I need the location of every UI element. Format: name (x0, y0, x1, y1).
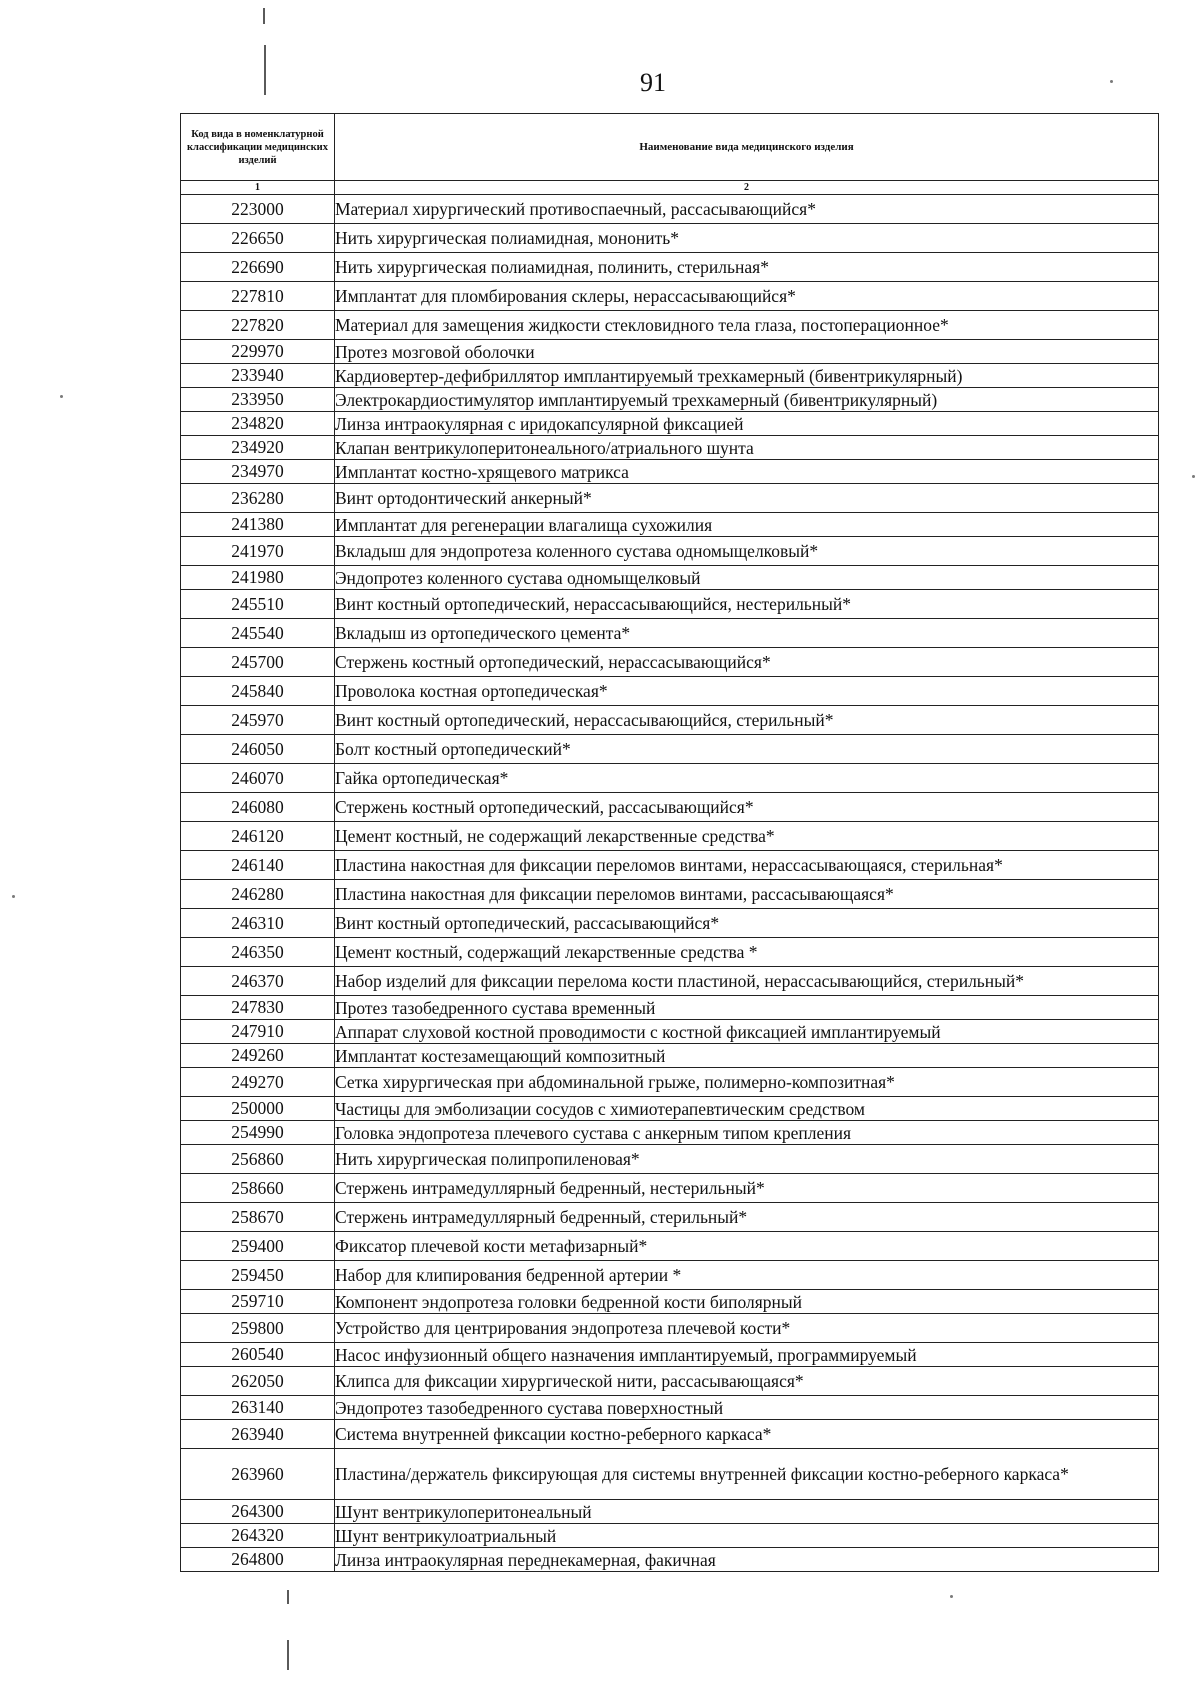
device-code-cell: 227810 (181, 282, 335, 311)
device-code-cell: 246080 (181, 793, 335, 822)
device-code-cell: 259400 (181, 1232, 335, 1261)
table-row (181, 648, 1159, 677)
page-number: 91 (640, 68, 666, 97)
device-code-cell: 245540 (181, 619, 335, 648)
device-name-cell: Болт костный ортопедический* (335, 735, 1159, 764)
table-row (181, 566, 1159, 590)
device-code-cell: 249260 (181, 1044, 335, 1068)
device-code-cell: 246310 (181, 909, 335, 938)
table-row (181, 1343, 1159, 1367)
device-name-cell: Устройство для центрирования эндопротеза плечевой кости* (335, 1314, 1159, 1343)
device-name-cell: Нить хирургическая полиамидная, полинить, стерильная* (335, 253, 1159, 282)
device-name-cell: Имплантат костезамещающий композитный (335, 1044, 1159, 1068)
device-code-cell: 260540 (181, 1343, 335, 1367)
device-code-cell: 245700 (181, 648, 335, 677)
device-code-cell: 233950 (181, 388, 335, 412)
device-code-cell: 246070 (181, 764, 335, 793)
table-row (181, 764, 1159, 793)
device-name-cell: Вкладыш для эндопротеза коленного сустава одномыщелковый* (335, 537, 1159, 566)
device-name-cell: Частицы для эмболизации сосудов с химиотерапевтическим средством (335, 1097, 1159, 1121)
table-row (181, 388, 1159, 412)
device-name-cell: Клипса для фиксации хирургической нити, рассасывающаяся* (335, 1367, 1159, 1396)
table-row (181, 1044, 1159, 1068)
device-name-cell: Аппарат слуховой костной проводимости с костной фиксацией имплантируемый (335, 1020, 1159, 1044)
device-code-cell: 258660 (181, 1174, 335, 1203)
scan-artifact-line (287, 1590, 289, 1604)
table-row (181, 706, 1159, 735)
device-code-cell: 246140 (181, 851, 335, 880)
scan-artifact-dot (1110, 80, 1113, 83)
table-row (181, 1261, 1159, 1290)
device-name-cell: Имплантат для пломбирования склеры, нерассасывающийся* (335, 282, 1159, 311)
device-name-cell: Имплантат костно-хрящевого матрикса (335, 460, 1159, 484)
table-row (181, 1121, 1159, 1145)
column-header-name: Наименование вида медицинского изделия (335, 114, 1159, 181)
device-code-cell: 233940 (181, 364, 335, 388)
table-row (181, 311, 1159, 340)
scan-artifact-line (264, 45, 266, 95)
table-row (181, 1203, 1159, 1232)
device-name-cell: Пластина накостная для фиксации переломов винтами, нерассасывающаяся, стерильная* (335, 851, 1159, 880)
device-code-cell: 234920 (181, 436, 335, 460)
table-row (181, 1524, 1159, 1548)
device-code-cell: 241980 (181, 566, 335, 590)
table-row (181, 619, 1159, 648)
device-code-cell: 263140 (181, 1396, 335, 1420)
table-row (181, 1367, 1159, 1396)
table-row (181, 880, 1159, 909)
device-code-cell: 259800 (181, 1314, 335, 1343)
scan-artifact-dot (950, 1595, 953, 1598)
table-row (181, 412, 1159, 436)
device-name-cell: Компонент эндопротеза головки бедренной кости биполярный (335, 1290, 1159, 1314)
device-name-cell: Стержень интрамедуллярный бедренный, стерильный* (335, 1203, 1159, 1232)
table-row (181, 590, 1159, 619)
device-code-cell: 263960 (181, 1449, 335, 1500)
device-code-cell: 246370 (181, 967, 335, 996)
device-code-cell: 256860 (181, 1145, 335, 1174)
device-code-cell: 259450 (181, 1261, 335, 1290)
device-code-cell: 245510 (181, 590, 335, 619)
table-row (181, 1068, 1159, 1097)
device-name-cell: Стержень интрамедуллярный бедренный, нестерильный* (335, 1174, 1159, 1203)
table-row (181, 967, 1159, 996)
table-row (181, 1145, 1159, 1174)
scan-artifact-line (263, 8, 265, 24)
device-name-cell: Пластина/держатель фиксирующая для системы внутренней фиксации костно-реберного каркаса* (335, 1449, 1159, 1500)
table-row (181, 1020, 1159, 1044)
table-row (181, 1449, 1159, 1500)
device-name-cell: Винт ортодонтический анкерный* (335, 484, 1159, 513)
device-name-cell: Электрокардиостимулятор имплантируемый трехкамерный (бивентрикулярный) (335, 388, 1159, 412)
device-code-cell: 247910 (181, 1020, 335, 1044)
column-number-name: 2 (335, 181, 1159, 195)
scan-artifact-dot (60, 395, 63, 398)
device-name-cell: Линза интраокулярная переднекамерная, факичная (335, 1548, 1159, 1572)
device-code-cell: 241380 (181, 513, 335, 537)
table-row (181, 1500, 1159, 1524)
device-name-cell: Эндопротез коленного сустава одномыщелковый (335, 566, 1159, 590)
table-row (181, 460, 1159, 484)
device-name-cell: Материал для замещения жидкости стекловидного тела глаза, постоперационное* (335, 311, 1159, 340)
table-row (181, 822, 1159, 851)
scan-artifact-line (287, 1640, 289, 1670)
table-row (181, 938, 1159, 967)
device-name-cell: Протез тазобедренного сустава временный (335, 996, 1159, 1020)
table-row (181, 1290, 1159, 1314)
table-row (181, 282, 1159, 311)
device-name-cell: Нить хирургическая полипропиленовая* (335, 1145, 1159, 1174)
table-row (181, 436, 1159, 460)
device-name-cell: Кардиовертер-дефибриллятор имплантируемый трехкамерный (бивентрикулярный) (335, 364, 1159, 388)
device-name-cell: Имплантат для регенерации влагалища сухожилия (335, 513, 1159, 537)
table-row (181, 1548, 1159, 1572)
table-row (181, 996, 1159, 1020)
table-row (181, 195, 1159, 224)
device-code-cell: 264300 (181, 1500, 335, 1524)
device-code-cell: 246350 (181, 938, 335, 967)
device-code-cell: 263940 (181, 1420, 335, 1449)
device-code-cell: 262050 (181, 1367, 335, 1396)
table-row (181, 1314, 1159, 1343)
device-name-cell: Система внутренней фиксации костно-реберного каркаса* (335, 1420, 1159, 1449)
column-header-code: Код вида в номенклатурной классификации медицинских изделий (181, 114, 335, 181)
device-code-cell: 234820 (181, 412, 335, 436)
medical-device-table (180, 113, 1159, 1572)
device-name-cell: Фиксатор плечевой кости метафизарный* (335, 1232, 1159, 1261)
device-code-cell: 241970 (181, 537, 335, 566)
device-code-cell: 250000 (181, 1097, 335, 1121)
device-name-cell: Винт костный ортопедический, рассасывающийся* (335, 909, 1159, 938)
device-name-cell: Винт костный ортопедический, нерассасывающийся, нестерильный* (335, 590, 1159, 619)
device-code-cell: 229970 (181, 340, 335, 364)
device-name-cell: Набор изделий для фиксации перелома кости пластиной, нерассасывающийся, стерильный* (335, 967, 1159, 996)
device-code-cell: 254990 (181, 1121, 335, 1145)
device-name-cell: Эндопротез тазобедренного сустава поверхностный (335, 1396, 1159, 1420)
table-header-row (181, 114, 1159, 181)
device-name-cell: Винт костный ортопедический, нерассасывающийся, стерильный* (335, 706, 1159, 735)
device-code-cell: 223000 (181, 195, 335, 224)
device-code-cell: 264800 (181, 1548, 335, 1572)
device-code-cell: 226690 (181, 253, 335, 282)
table-row (181, 1232, 1159, 1261)
device-name-cell: Шунт вентрикулоатриальный (335, 1524, 1159, 1548)
table-row (181, 340, 1159, 364)
device-name-cell: Стержень костный ортопедический, рассасывающийся* (335, 793, 1159, 822)
table-row (181, 513, 1159, 537)
device-code-cell: 259710 (181, 1290, 335, 1314)
device-name-cell: Цемент костный, содержащий лекарственные средства * (335, 938, 1159, 967)
device-code-cell: 245840 (181, 677, 335, 706)
device-code-cell: 245970 (181, 706, 335, 735)
table-column-number-row (181, 181, 1159, 195)
device-code-cell: 246280 (181, 880, 335, 909)
device-code-cell: 264320 (181, 1524, 335, 1548)
table-row (181, 1420, 1159, 1449)
device-name-cell: Шунт вентрикулоперитонеальный (335, 1500, 1159, 1524)
table-row (181, 253, 1159, 282)
table-row (181, 1097, 1159, 1121)
table-row (181, 224, 1159, 253)
device-code-cell: 226650 (181, 224, 335, 253)
device-name-cell: Проволока костная ортопедическая* (335, 677, 1159, 706)
device-name-cell: Материал хирургический противоспаечный, рассасывающийся* (335, 195, 1159, 224)
table-row (181, 677, 1159, 706)
device-name-cell: Клапан вентрикулоперитонеального/атриального шунта (335, 436, 1159, 460)
device-name-cell: Протез мозговой оболочки (335, 340, 1159, 364)
device-name-cell: Вкладыш из ортопедического цемента* (335, 619, 1159, 648)
table-row (181, 793, 1159, 822)
table-row (181, 364, 1159, 388)
device-name-cell: Цемент костный, не содержащий лекарственные средства* (335, 822, 1159, 851)
device-name-cell: Линза интраокулярная с иридокапсулярной фиксацией (335, 412, 1159, 436)
scan-artifact-dot (1192, 475, 1195, 478)
table-row (181, 1174, 1159, 1203)
scan-artifact-dot (12, 895, 15, 898)
device-code-cell: 258670 (181, 1203, 335, 1232)
device-code-cell: 234970 (181, 460, 335, 484)
device-code-cell: 246050 (181, 735, 335, 764)
device-code-cell: 246120 (181, 822, 335, 851)
table-row (181, 909, 1159, 938)
device-name-cell: Пластина накостная для фиксации переломов винтами, рассасывающаяся* (335, 880, 1159, 909)
device-name-cell: Насос инфузионный общего назначения имплантируемый, программируемый (335, 1343, 1159, 1367)
device-name-cell: Набор для клипирования бедренной артерии * (335, 1261, 1159, 1290)
device-code-cell: 249270 (181, 1068, 335, 1097)
table-row (181, 1396, 1159, 1420)
device-code-cell: 236280 (181, 484, 335, 513)
device-name-cell: Нить хирургическая полиамидная, мононить* (335, 224, 1159, 253)
table-row (181, 735, 1159, 764)
device-code-cell: 247830 (181, 996, 335, 1020)
device-name-cell: Головка эндопротеза плечевого сустава с анкерным типом крепления (335, 1121, 1159, 1145)
table-body (181, 195, 1159, 1572)
column-number-code: 1 (181, 181, 335, 195)
device-code-cell: 227820 (181, 311, 335, 340)
table-row (181, 537, 1159, 566)
table-row (181, 851, 1159, 880)
device-name-cell: Стержень костный ортопедический, нерассасывающийся* (335, 648, 1159, 677)
device-name-cell: Сетка хирургическая при абдоминальной грыже, полимерно-композитная* (335, 1068, 1159, 1097)
device-name-cell: Гайка ортопедическая* (335, 764, 1159, 793)
table-row (181, 484, 1159, 513)
